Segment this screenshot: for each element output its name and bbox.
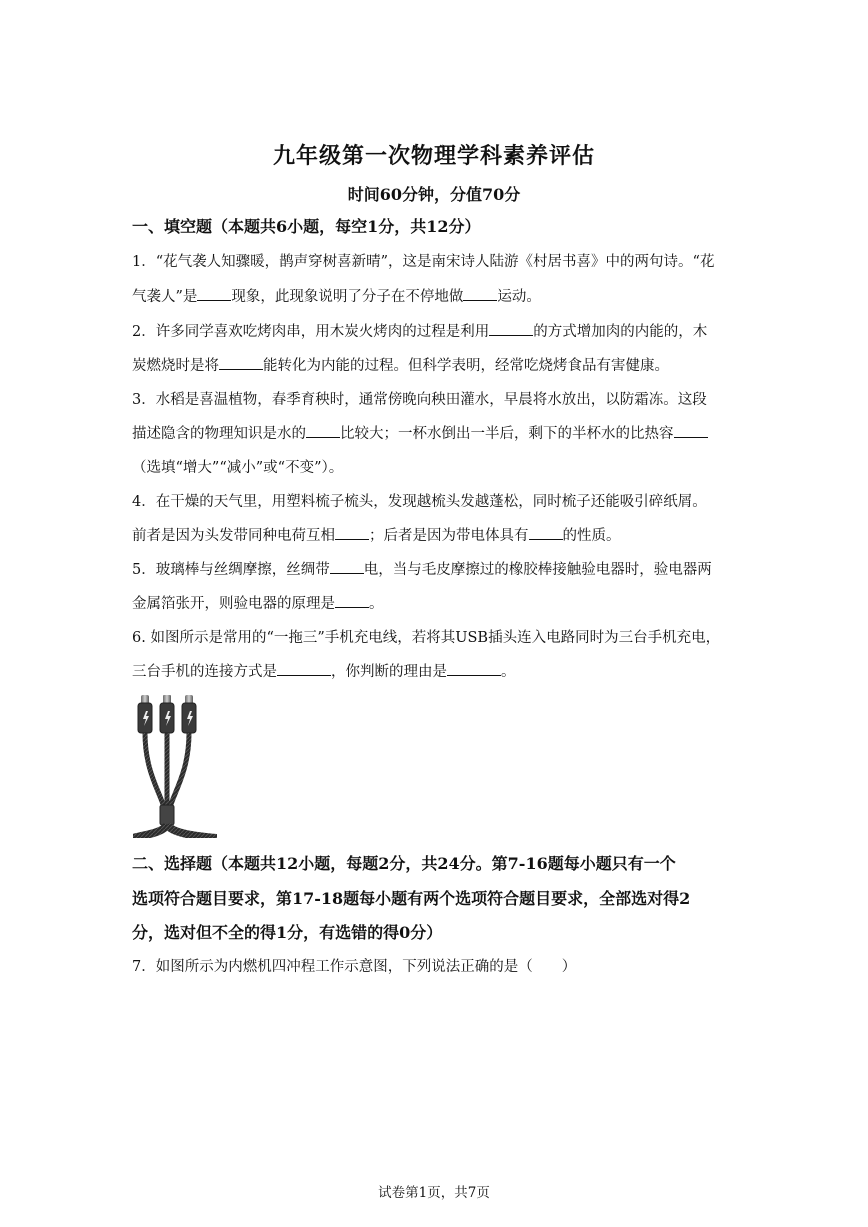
q3-line3: （选填“增大”“减小”或“不变”）。 xyxy=(132,460,344,476)
page-footer: 试卷第1页，共7页 xyxy=(378,1185,490,1201)
q6-line2: 三台手机的连接方式是 ，你判断的理由是 。 xyxy=(132,660,516,681)
q2-line1: 2．许多同学喜欢吃烤肉串，用木炭火烤肉的过程是利用 的方式增加肉的内能的，木 xyxy=(132,320,707,341)
q3-blank2[interactable] xyxy=(674,423,708,438)
q6-blank2[interactable] xyxy=(447,661,501,676)
q1-blank1[interactable] xyxy=(197,286,231,301)
q3-line2: 描述隐含的物理知识是水的 比较大；一杯水倒出一半后，剩下的半杯水的比热容 xyxy=(132,422,708,443)
section1-heading: 一、填空题（本题共6小题，每空1分，共12分） xyxy=(132,217,481,236)
q4-blank2[interactable] xyxy=(529,525,563,540)
section2-heading-line3: 分，选对但不全的得1分，有选错的得0分） xyxy=(132,923,443,942)
q2-blank1[interactable] xyxy=(489,321,533,336)
q2-blank2[interactable] xyxy=(219,355,263,370)
charging-cable-icon xyxy=(133,693,217,838)
q6-line1: 6. 如图所示是常用的“一拖三”手机充电线，若将其USB插头连入电路同时为三台手机充电， xyxy=(132,630,721,646)
q2-line2: 炭燃烧时是将 能转化为内能的过程。但科学表明，经常吃烧烤食品有害健康。 xyxy=(132,354,669,375)
q5-blank2[interactable] xyxy=(335,593,369,608)
q4-line2: 前者是因为头发带同种电荷互相 ；后者是因为带电体具有 的性质。 xyxy=(132,524,621,545)
q6-blank1[interactable] xyxy=(277,661,331,676)
page-title: 九年级第一次物理学科素养评估 xyxy=(272,143,595,169)
q5-line1: 5．玻璃棒与丝绸摩擦，丝绸带 电，当与毛皮摩擦过的橡胶棒接触验电器时，验电器两 xyxy=(132,558,712,579)
q3-line1: 3．水稻是喜温植物，春季育秧时，通常傍晚向秧田灌水，早晨将水放出，以防霜冻。这段 xyxy=(132,392,707,408)
page-subtitle: 时间60分钟，分值70分 xyxy=(347,185,521,204)
q7-line: 7．如图所示为内燃机四冲程工作示意图，下列说法正确的是（ ） xyxy=(132,959,577,975)
q1-line2: 气袭人”是 现象，此现象说明了分子在不停地做 运动。 xyxy=(132,285,541,306)
q1-line1: 1．“花气袭人知骤暖，鹊声穿树喜新晴”，这是南宋诗人陆游《村居书喜》中的两句诗。“花 xyxy=(132,254,715,270)
q3-blank1[interactable] xyxy=(306,423,340,438)
q4-line1: 4．在干燥的天气里，用塑料梳子梳头，发现越梳头发越蓬松，同时梳子还能吸引碎纸屑。 xyxy=(132,494,707,510)
q5-blank1[interactable] xyxy=(330,559,364,574)
section2-heading-line1: 二、选择题（本题共12小题，每题2分，共24分。第7-16题每小题只有一个 xyxy=(132,854,676,873)
q4-blank1[interactable] xyxy=(335,525,369,540)
q1-blank2[interactable] xyxy=(463,286,497,301)
q5-line2: 金属箔张开，则验电器的原理是 。 xyxy=(132,592,384,613)
section2-heading-line2: 选项符合题目要求，第17-18题每小题有两个选项符合题目要求，全部选对得2 xyxy=(132,889,691,908)
